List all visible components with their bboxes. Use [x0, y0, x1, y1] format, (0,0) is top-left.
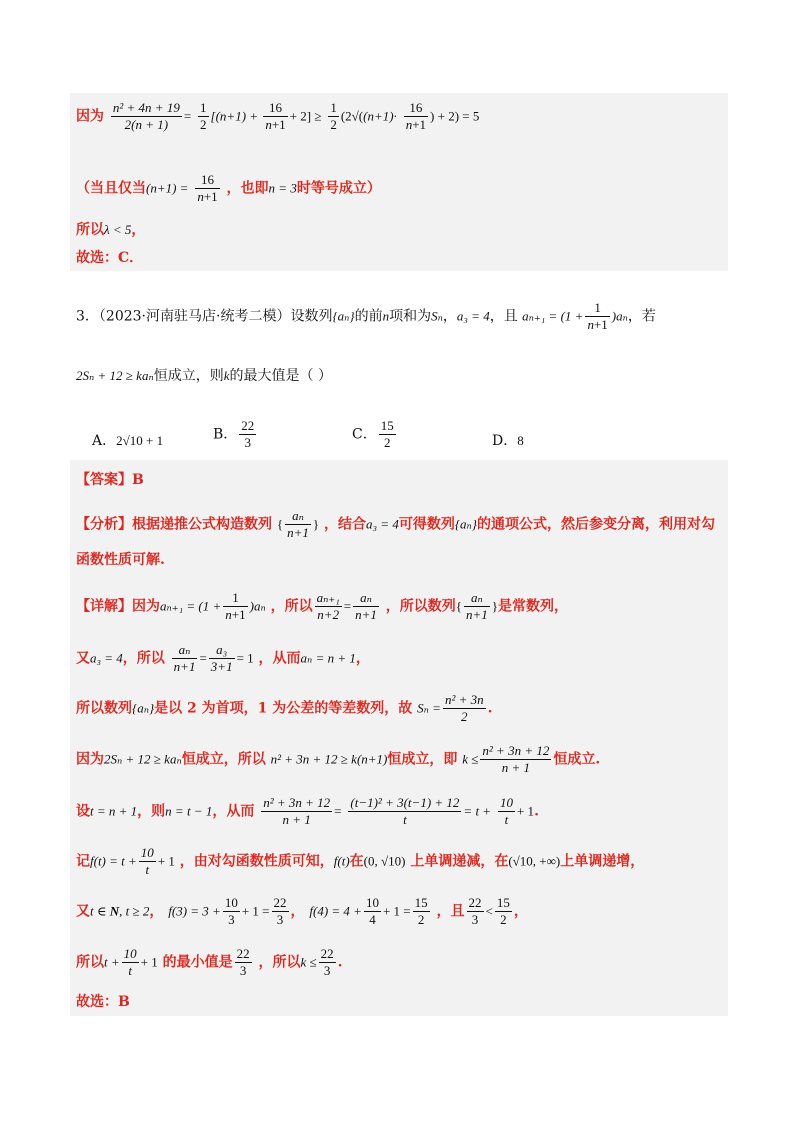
answer-label: 【答案】B — [76, 472, 144, 488]
prev-line-3: 所以λ < 5， — [76, 222, 146, 238]
answer-background — [70, 460, 728, 1016]
question-3-line-2: 2Sₙ + 12 ≥ kaₙ恒成立，则k的最大值是（ ） — [76, 368, 332, 384]
prev-line-1: 因为 $\frac{\text{n² + 4n + 19}}{2(n + 1)}$ = $\frac{1}{2}$ [(n+1) + $\frac{16}{n+1}$ + 2] ≥ $\frac{1}{2}$ (2√((n+1)· $\frac{16}{n+1}$ ) + 2) = 5 — [76, 100, 480, 132]
detail-line-1: 【详解】因为aₙ₊₁ = (1 + $\frac{1}{n+1}$ )aₙ ，所以 $\frac{\text{aₙ₊₁}}{n+2}$ = $\frac{\text{aₙ}}{n+1}$ ，所以数列{ $\frac{\text{aₙ}}{n+1}$ }是常数列， — [76, 590, 569, 622]
detail-line-6: 记f(t) = t + $\frac{10}{t}$ + 1 ，由对勾函数性质可知，f(t)在(0, √10) 上单调递减，在(√10, +∞)上单调递增， — [76, 845, 645, 877]
detail-line-2: 又a₃ = 4，所以 $\frac{\text{aₙ}}{n+1}$ = $\frac{\text{a₃}}{3+1}$ = 1 ，从而aₙ = n + 1， — [76, 642, 370, 674]
analysis-line-1: 【分析】根据递推公式构造数列 { $\frac{\text{aₙ}}{n+1}$ } ，结合a₃ = 4可得数列{aₙ}的通项公式，然后参变分离，利用对勾 — [76, 508, 715, 540]
option-c[interactable]: C． $\frac{15}{2}$ — [352, 418, 394, 450]
detail-line-5: 设t = n + 1，则n = t − 1，从而 $\frac{\text{n² + 3n + 12}}{n + 1}$ = $\frac{\text{(t−1)² + 3(t−1) + 12}}{t}$ = t + $\frac{10}{t}$ + 1. — [76, 795, 539, 827]
analysis-line-2: 函数性质可解. — [76, 552, 165, 568]
detail-line-3: 所以数列{aₙ}是以 2 为首项，1 为公差的等差数列，故 Sₙ = $\frac{\text{n² + 3n}}{2}$ . — [76, 692, 493, 724]
detail-line-8: 所以t + $\frac{10}{t}$ + 1 的最小值是 $\frac{22}{3}$ ，所以k ≤ $\frac{22}{3}$ . — [76, 946, 343, 978]
option-d[interactable]: D．8 — [492, 433, 524, 449]
prev-choice: 故选：C． — [76, 250, 144, 266]
option-a[interactable]: A．2√10 + 1 — [92, 433, 164, 449]
detail-line-4: 因为2Sₙ + 12 ≥ kaₙ恒成立，所以 n² + 3n + 12 ≥ k(n+1)恒成立，即 k ≤ $\frac{\text{n² + 3n + 12}}{n + 1}$ 恒成立. — [76, 743, 601, 775]
option-b[interactable]: B． $\frac{22}{3}$ — [213, 418, 255, 450]
detail-line-7: 又t ∈ N, t ≥ 2， f(3) = 3 + $\frac{10}{3}$ + 1 = $\frac{22}{3}$ ， f(4) = 4 + $\frac{10}{4}$ + 1 = $\frac{15}{2}$ ，且 $\frac{22}{3}$ < $\frac{15}{2}$ ， — [76, 895, 528, 927]
prev-line-2: （当且仅当(n+1) = $\frac{16}{n+1}$ ，也即n = 3时等号成立） — [76, 172, 381, 204]
final-choice: 故选：B — [76, 994, 130, 1010]
question-3-line-1: 3．（2023·河南驻马店·统考二模）设数列{aₙ}的前n项和为Sₙ，a₃ = 4，且 aₙ₊₁ = (1 + $\frac{1}{n+1}$ )aₙ，若 — [76, 300, 656, 332]
